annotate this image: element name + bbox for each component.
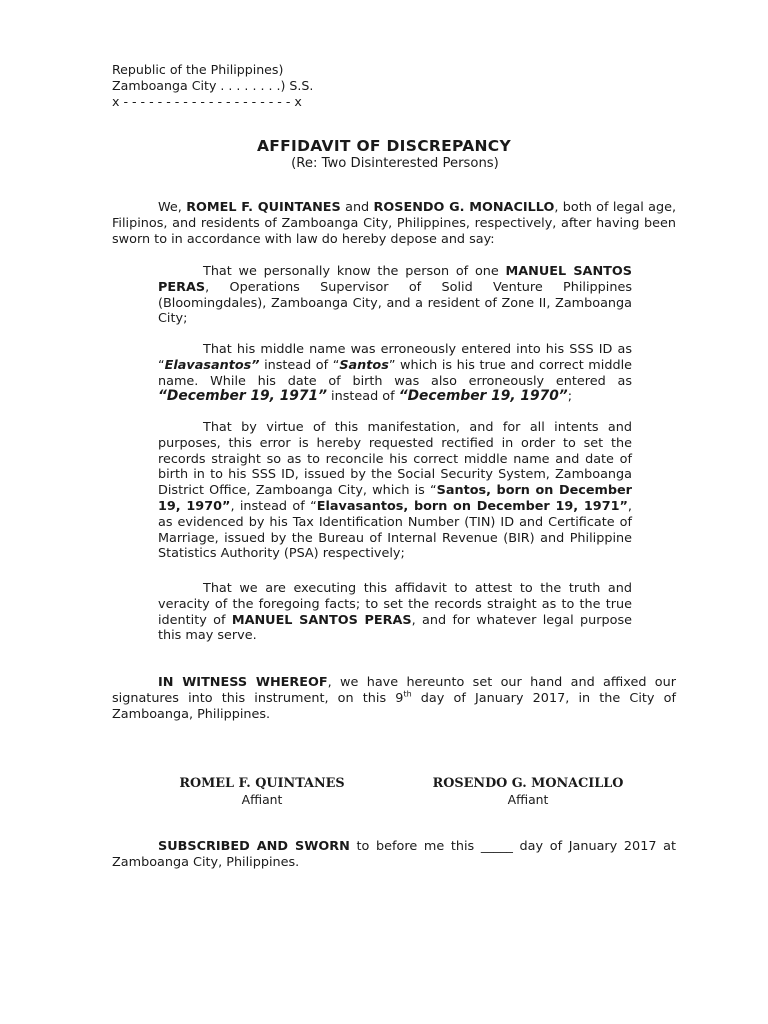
- affiant-name-1: ROMEL F. QUINTANES: [186, 200, 341, 215]
- jurat-paragraph: [112, 839, 676, 871]
- subject-name: MANUEL SANTOS PERAS: [231, 612, 412, 628]
- witness-paragraph: [112, 675, 676, 722]
- venue-line-city: Zamboanga City . . . . . . . .) S.S.: [112, 78, 314, 93]
- venue-header: [112, 62, 313, 110]
- subject-name: MANUEL SANTOS PERAS: [158, 264, 632, 295]
- venue-line-republic: Republic of the Philippines): [112, 62, 284, 77]
- paragraph-discrepancy: [158, 342, 632, 405]
- paragraph-text: , we have hereunto set our hand and affixed our signatures into this instrument, on this 9: [112, 675, 676, 706]
- correct-birth-date: “December 19, 1970”: [398, 388, 568, 405]
- paragraph-text: instead of: [326, 389, 399, 405]
- paragraph-text: , and for whatever legal purpose this may serve.: [158, 612, 633, 644]
- paragraph-acquaintance: [158, 264, 632, 327]
- paragraph-text: instead of “: [259, 357, 340, 373]
- venue-line-separator: x - - - - - - - - - - - - - - - - - - - - x: [112, 94, 302, 109]
- correct-middle-name: Santos: [339, 357, 389, 373]
- paragraph-text: day of January 2017, in the City of Zamboanga, Philippines.: [112, 690, 676, 722]
- witness-lead: IN WITNESS WHEREOF: [158, 675, 328, 690]
- signature-block-2: [398, 776, 658, 808]
- erroneous-middle-name: Elavasantos”: [164, 357, 260, 373]
- paragraph-text: , as evidenced by his Tax Identification Number (TIN) ID and Certificate of Marriage, issued by the Bureau of Internal Revenue (BIR) and Philippine Statistics Authority (PSA) respectively;: [158, 498, 632, 562]
- jurat-lead: SUBSCRIBED AND SWORN: [158, 839, 350, 854]
- paragraph-rectification: [158, 420, 632, 562]
- intro-text: and: [340, 200, 374, 215]
- signatory-name: ROMEL F. QUINTANES: [179, 776, 345, 791]
- paragraph-text: , instead of “: [230, 498, 317, 514]
- paragraph-text: That we are executing this affidavit to attest to the truth and veracity of the foregoing facts; to set the records straight as to the true identity of: [158, 581, 632, 628]
- intro-paragraph: [112, 200, 676, 247]
- intro-text: We,: [158, 200, 187, 215]
- signatory-name: ROSENDO G. MONACILLO: [432, 776, 624, 791]
- paragraph-text: to before me this _____ day of January 2017 at Zamboanga City, Philippines.: [112, 839, 677, 870]
- correct-record: Santos, born on December 19, 1970”: [158, 483, 632, 514]
- affiant-name-2: ROSENDO G. MONACILLO: [373, 200, 555, 215]
- intro-text: , both of legal age, Filipinos, and residents of Zamboanga City, Philippines, respectively, after having been sworn to in accordance with law do hereby depose and say:: [112, 200, 677, 247]
- paragraph-text: ;: [567, 389, 573, 405]
- paragraph-text: ” which is his true and correct middle name. While his date of birth was also erroneously entered as: [158, 357, 632, 389]
- incorrect-record: Elavasantos, born on December 19, 1971”: [316, 498, 628, 514]
- paragraph-text: That his middle name was erroneously entered into his SSS ID as “: [158, 342, 632, 373]
- document-subtitle: (Re: Two Disinterested Persons): [291, 156, 499, 171]
- signature-block-1: [132, 776, 392, 808]
- paragraph-purpose: [158, 581, 632, 644]
- paragraph-text: That by virtue of this manifestation, and for all intents and purposes, this error is hereby requested rectified in order to set the records straight so as to reconcile his correct middle name and date of birth in to his SSS ID, issued by the Social Security System, Zamboanga District Office, Zamboanga City, which is “: [158, 420, 632, 499]
- erroneous-birth-date: “December 19, 1971”: [158, 388, 327, 405]
- signatory-role: Affiant: [507, 792, 549, 807]
- paragraph-text: That we personally know the person of one: [203, 264, 506, 279]
- signatory-role: Affiant: [241, 792, 283, 807]
- ordinal-suffix: th: [403, 689, 412, 699]
- document-title: AFFIDAVIT OF DISCREPANCY: [256, 137, 512, 155]
- paragraph-text: , Operations Supervisor of Solid Venture Philippines (Bloomingdales), Zamboanga City, and a resident of Zone II, Zamboanga City;: [158, 279, 632, 327]
